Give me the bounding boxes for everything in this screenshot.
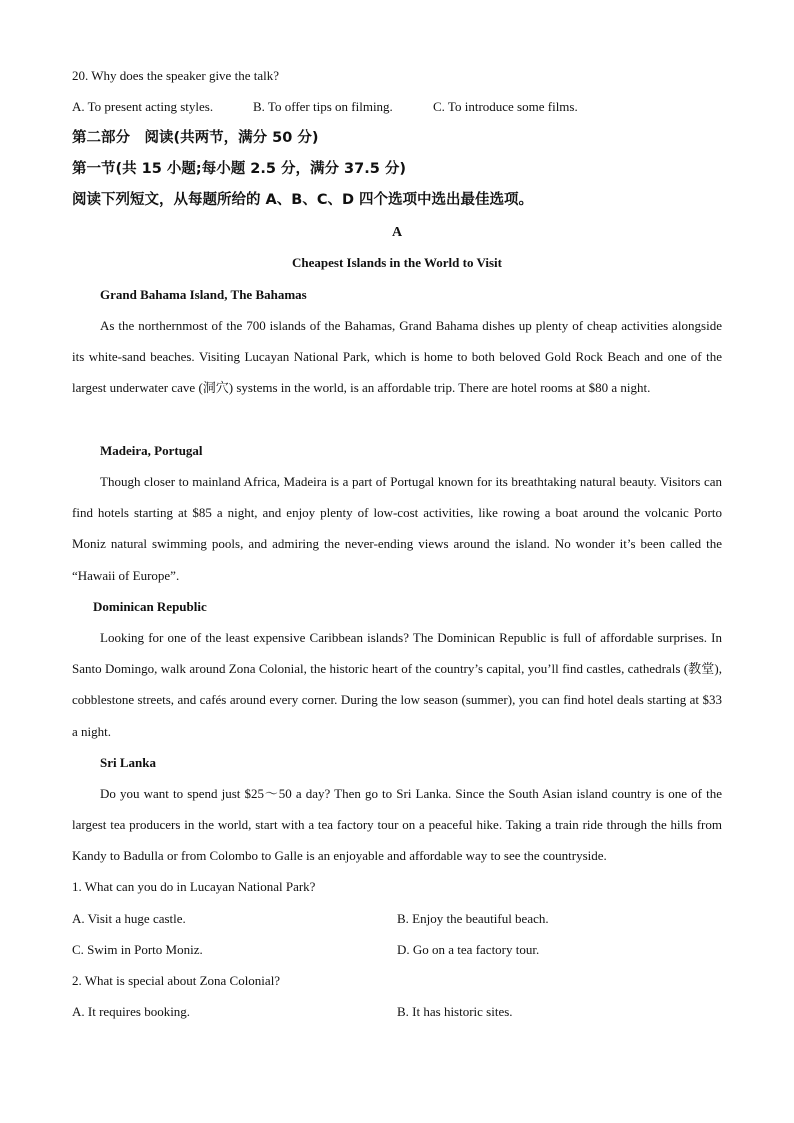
section-body-dominican: Looking for one of the least expensive Caribbean islands? The Dominican Republic is full of affordable surprises. In Santo Domingo, walk around Zona Colonial, the historic heart of the country’s capital, you’ll find castles, cathedrals (教堂), cobblestone streets, and cafés around every corner. During the low season (summer), you can find hotel deals starting at $33 a night. xyxy=(72,630,722,739)
q1-option-a: A. Visit a huge castle. xyxy=(72,911,186,926)
question-1-stem: 1. What can you do in Lucayan National Park? xyxy=(72,879,316,894)
question-2-stem: 2. What is special about Zona Colonial? xyxy=(72,973,281,988)
section-body-sri-lanka: Do you want to spend just $25～50 a day? Then go to Sri Lanka. Since the South Asian island country is one of the largest tea producers in the world, start with a tea factory tour on a peaceful hike. Taking a train ride through the hills from Kandy to Badulla or from Colombo to Galle is an enjoyable and affordable way to see the countryside. xyxy=(72,786,722,864)
q1-option-b: B. Enjoy the beautiful beach. xyxy=(397,911,549,926)
q1-option-d: D. Go on a tea factory tour. xyxy=(397,942,540,957)
q2-option-a: A. It requires booking. xyxy=(72,1004,191,1019)
q2-option-b: B. It has historic sites. xyxy=(397,1004,513,1019)
section-heading-dominican: Dominican Republic xyxy=(93,599,207,614)
section-heading-sri-lanka: Sri Lanka xyxy=(100,755,156,770)
passage-title: Cheapest Islands in the World to Visit xyxy=(292,255,502,270)
q20-option-b: B. To offer tips on filming. xyxy=(253,99,393,114)
section-heading-bahamas: Grand Bahama Island, The Bahamas xyxy=(100,287,307,302)
subsection-title: 第一节(共 15 小题;每小题 2.5 分，满分 37.5 分) xyxy=(72,161,406,177)
part-title: 第二部分 阅读(共两节，满分 50 分) xyxy=(72,130,319,146)
passage-letter: A xyxy=(391,225,403,240)
section-body-madeira: Though closer to mainland Africa, Madeira is a part of Portugal known for its breathtaking natural beauty. Visitors can find hotels starting at $85 a night, and enjoy plenty of low-cost activities, like rowing a boat around the volcanic Porto Moniz natural swimming pools, and admiring the never-ending views around the island. No wonder it’s been called the “Hawaii of Europe”. xyxy=(72,474,722,583)
q20-option-a: A. To present acting styles. xyxy=(72,99,214,114)
q20-option-c: C. To introduce some films. xyxy=(433,99,578,114)
reading-instruction: 阅读下列短文，从每题所给的 A、B、C、D 四个选项中选出最佳选项。 xyxy=(72,192,534,208)
section-body-bahamas: As the northernmost of the 700 islands of the Bahamas, Grand Bahama dishes up plenty of cheap activities alongside its white-sand beaches. Visiting Lucayan National Park, which is home to both beloved Gold Rock Beach and one of the largest underwater cave (洞穴) systems in the world, is an affordable trip. There are hotel rooms at $80 a night. xyxy=(72,318,722,396)
q1-option-c: C. Swim in Porto Moniz. xyxy=(72,942,203,957)
question-20-stem: 20. Why does the speaker give the talk? xyxy=(72,68,279,83)
section-heading-madeira: Madeira, Portugal xyxy=(100,443,203,458)
